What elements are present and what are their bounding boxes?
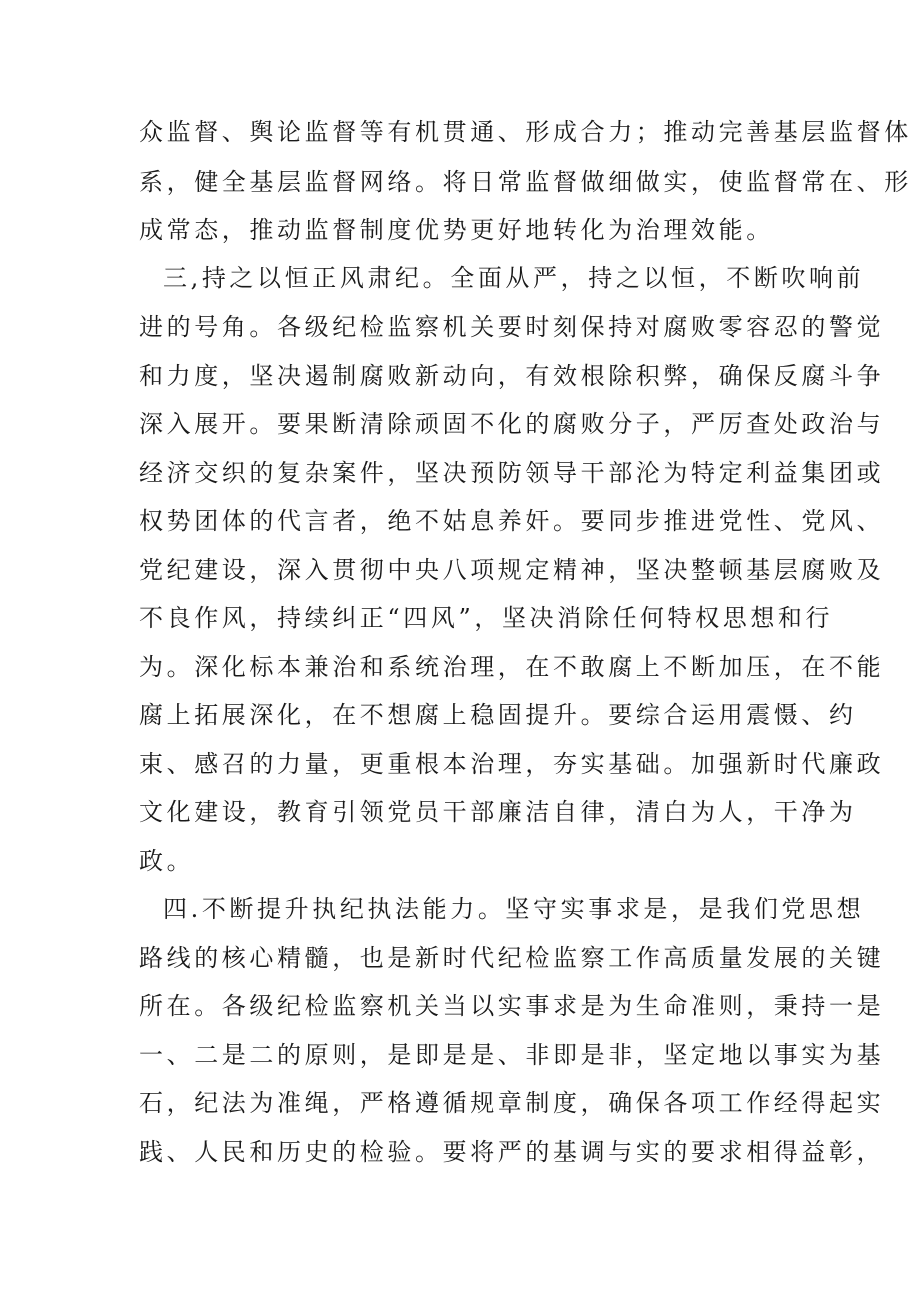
text-line: 经济交织的复杂案件，坚决预防领导干部沦为特定利益集团或 bbox=[139, 459, 885, 487]
text-line: 系，健全基层监督网络。将日常监督做细做实，使监督常在、形 bbox=[139, 168, 912, 196]
text-line: 文化建设，教育引领党员干部廉洁自律，清白为人，干净为 bbox=[139, 798, 857, 826]
text-line: 和力度，坚决遏制腐败新动向，有效根除积弊，确保反腐斗争 bbox=[139, 362, 885, 390]
text-line: 践、人民和历史的检验。要将严的基调与实的要求相得益彰， bbox=[139, 1138, 885, 1166]
text-line: 一、二是二的原则，是即是是、非即是非，坚定地以事实为基 bbox=[139, 1041, 885, 1069]
text-line: 不良作风，持续纠正“四风”，坚决消除任何特权思想和行 bbox=[139, 604, 834, 632]
section-3-heading-line: 三,持之以恒正风肃纪。全面从严，持之以恒，不断吹响前 bbox=[163, 264, 865, 292]
text-line: 束、感召的力量，更重根本治理，夯实基础。加强新时代廉政 bbox=[139, 750, 885, 778]
text-line: 石，纪法为准绳，严格遵循规章制度，确保各项工作经得起实 bbox=[139, 1089, 885, 1117]
text-line: 政。 bbox=[139, 847, 195, 875]
text-line: 路线的核心精髓，也是新时代纪检监察工作高质量发展的关键 bbox=[139, 944, 885, 972]
text-line: 进的号角。各级纪检监察机关要时刻保持对腐败零容忍的警觉 bbox=[139, 313, 885, 341]
text-line: 成常态，推动监督制度优势更好地转化为治理效能。 bbox=[139, 216, 774, 244]
text-line: 腐上拓展深化，在不想腐上稳固提升。要综合运用震慑、约 bbox=[139, 701, 857, 729]
text-line: 所在。各级纪检监察机关当以实事求是为生命准则，秉持一是 bbox=[139, 992, 885, 1020]
section-4-heading-line: 四.不断提升执纪执法能力。坚守实事求是，是我们党思想 bbox=[163, 895, 865, 923]
text-line: 权势团体的代言者，绝不姑息养奸。要同步推进党性、党风、 bbox=[139, 507, 885, 535]
text-line: 深入展开。要果断清除顽固不化的腐败分子，严厉查处政治与 bbox=[139, 410, 885, 438]
text-line: 党纪建设，深入贯彻中央八项规定精神，坚决整顿基层腐败及 bbox=[139, 556, 885, 584]
text-line: 众监督、舆论监督等有机贯通、形成合力；推动完善基层监督体 bbox=[139, 118, 912, 146]
text-line: 为。深化标本兼治和系统治理，在不敢腐上不断加压，在不能 bbox=[139, 653, 885, 681]
